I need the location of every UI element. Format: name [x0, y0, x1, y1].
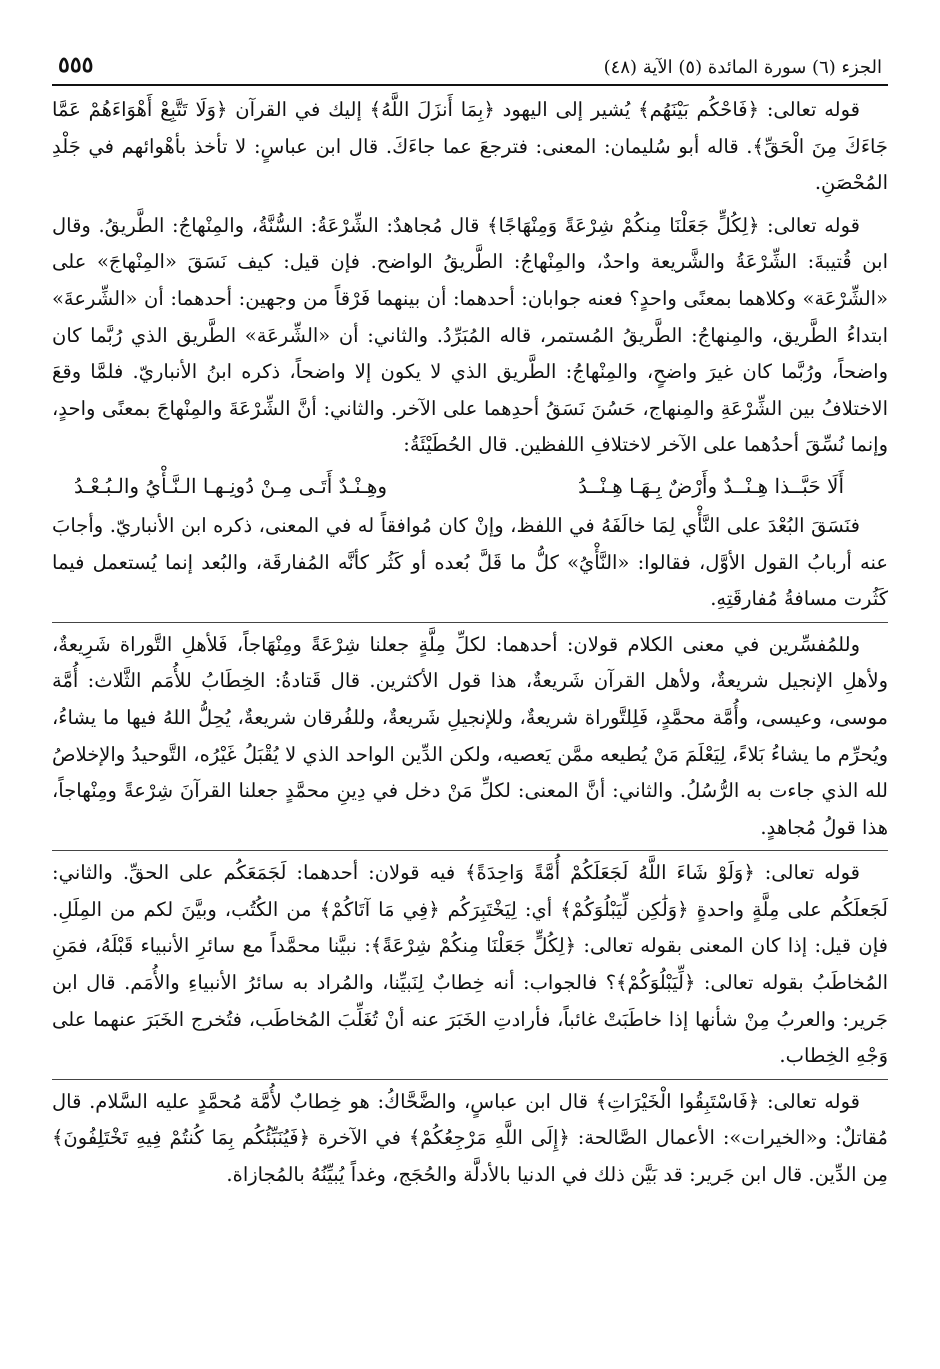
section-divider: [52, 1079, 888, 1080]
page-header: [52, 38, 888, 86]
section-divider: [52, 622, 888, 623]
paragraph-1: قوله تعالى: ﴿فَاحْكُم بَيْنَهُم﴾ يُشير إلى اليهود ﴿بِمَا أَنزَلَ اللَّهُ﴾ إليك في القرآن ﴿وَلَا تَتَّبِعْ أَهْوَاءَهُمْ عَمَّا جَاءَكَ مِنَ الْحَقِّ﴾. قاله أبو سُليمان: المعنى: فترجعَ عما جاءَكَ. قال ابن عباسٍ: لا تأخذ بأهْوائهم في جَلْدِ المُحْصَنِ.: [52, 98, 888, 195]
poem-hemistich-1: أَلَا حَبَّــذا هِـنْــدٌ وأَرْضٌ بِـهَـا هِـنْــدُ: [578, 473, 844, 498]
paragraph-2: قوله تعالى: ﴿لِكُلٍّ جَعَلْنَا مِنكُمْ شِرْعَةً وَمِنْهَاجًا﴾ قال مُجاهدٌ: الشِّرْعَةُ: السُّنَّةُ، والمِنْهاجُ: الطَّريقُ. وقال ابن قُتيبةَ: الشِّرْعَةُ والشَّريعة واحدٌ، والمِنْهاجُ: الطَّريقُ الواضح. فإن قيل: كيف نَسَقَ «المِنْهاجَ» على «الشِّرْعَة» وكلاهما بمعنًى واحدٍ؟ فعنه جوابان: أحدهما: أن بينهما فَرْقاً من وجهين: أحدهما: أن «الشِّرعةَ» ابتداءُ الطَّريق، والمِنهاجُ: الطَّريقُ المُستمر، قاله المُبَرِّدُ. والثاني: أن «الشِّرعَة» الطَّريق الذي رُبَّما كان واضحاً، ورُبَّما كان غيرَ واضحٍ، والمِنْهاجُ: الطَّريق الذي لا يكون إلا واضحاً، ذكره ابنُ الأنباريّ. فلمَّا وقعَ الاختلافُ بين الشِّرْعَةِ والمِنهاج، حَسُنَ نَسَقُ أحدِهما على الآخر. والثاني: أنَّ الشِّرْعَةَ والمِنْهاجَ بمعنًى واحدٍ، وإنما نُسِّقَ أحدُهما على الآخر لاختلافِ اللفظين. قال الحُطَيْئَةُ:: [52, 213, 888, 457]
page-number: ٥٥٥: [58, 52, 94, 78]
page-body: [52, 92, 888, 1194]
paragraph-5: قوله تعالى: ﴿وَلَوْ شَاءَ اللَّهُ لَجَعَلَكُمْ أُمَّةً وَاحِدَةً﴾ فيه قولان: أحدهما: لَجَمَعَكُم على الحقِّ. والثاني: لَجَعلَكُم على مِلَّةٍ واحدةٍ ﴿وَلَٰكِن لِّيَبْلُوَكُمْ﴾ أي: لِيَخْتَبِرَكُم ﴿فِي مَا آتَاكُمْ﴾ من الكُتُب، وبيَّنَ لكم من المِلَلِ. فإن قيل: إذا كان المعنى بقوله تعالى: ﴿لِكُلٍّ جَعَلْنَا مِنكُمْ شِرْعَةً﴾: نبيَّنا محمَّداً مع سائرِ الأنبياء قَبْلَهُ، فمَنِ المُخاطَبُ بقوله تعالى: ﴿لِّيَبْلُوَكُمْ﴾؟ فالجواب: أنه خِطابٌ لِنَبيِّنا، والمُراد به سائرُ الأنبياءِ والأُمَم. قال ابن جَرير: والعربُ مِنْ شأنها إذا خاطَبَتْ غائباً، فأرادتِ الخَبَرَ عنه أنْ تُغَلِّبَ المُخاطَب، فتُخرج الخَبَرَ عنهما على وَجْهِ الخِطاب.: [52, 861, 888, 1068]
running-title: الجزء (٦) سورة المائدة (٥) الآية (٤٨): [603, 57, 882, 78]
section-divider: [52, 850, 888, 851]
poem-verse: [52, 464, 888, 508]
paragraph-6: قوله تعالى: ﴿فَاسْتَبِقُوا الْخَيْرَاتِ﴾ قال ابن عباسٍ، والضَّحَّاكُ: هو خِطابٌ لأُمَّة مُحمَّدٍ عليه السَّلام. قال مُقاتلٌ: و«الخيرات»: الأعمال الصَّالحة: ﴿إِلَى اللَّهِ مَرْجِعُكُمْ﴾ في الآخرة ﴿فَيُنَبِّئُكُم بِمَا كُنتُمْ فِيهِ تَخْتَلِفُونَ﴾ مِن الدِّين. قال ابن جَرير: قد بَيَّن ذلك في الدنيا بالأدلَّة والحُجَج، وغداً يُبيِّنُهُ بالمُجازاة.: [52, 1089, 888, 1187]
paragraph-3: فنَسَقَ البُعْدَ على النَّأْي لِمَا خالَفَهُ في اللفظ، وإنْ كان مُوافقاً له في المعنى، ذكره ابن الأنباريّ. وأجابَ عنه أربابُ القول الأوَّل، فقالوا: «النَّأْيُ» كلُّ ما قَلَّ بُعده أو كَثُر كأنَّه المُفارقَة، والبُعد إنما يُستعمل فيما كَثُرت مسافةُ مُفارقَتِهِ.: [52, 513, 888, 611]
paragraph-4: وللمُفسِّرين في معنى الكلام قولان: أحدهما: لكلِّ مِلَّةٍ جعلنا شِرْعَةً ومِنْهَاجاً، فَلأهلِ التَّوراة شَرِيعةٌ، ولأهلِ الإنجيل شريعةٌ، ولأهل القرآن شَريعةٌ، هذا قول الأكثرين. قال قَتادةُ: الخِطَابُ للأُمَم الثَّلاث: أُمَّة موسى، وعيسى، وأُمَّة محمَّدٍ، فَلِلتَّوراة شريعةٌ، وللإنجيلِ شَريعةٌ، وللفُرقان شريعةٌ، يُحِلُّ اللهُ فيها ما يشاءُ، ويُحرِّم ما يشاءُ بَلاءً، لِيَعْلَمَ مَنْ يُطيعه ممَّن يَعصيه، ولكن الدِّين الواحد الذي لا يُقْبَلُ غَيْرُه، التَّوحيدُ والإخلاصُ لله الذي جاءت به الرُّسُلُ. والثاني: أنَّ المعنى: لكلِّ مَنْ دخل في دِينِ محمَّدٍ جعلنا القرآنَ شِرْعةً ومِنْهاجاً، هذا قولُ مُجاهدٍ.: [52, 632, 888, 839]
poem-hemistich-2: وهِـنْـدٌ أَتَـى مِـنْ دُونِـهـا الـنَّـأْيُ والـبُـعْـدُ: [74, 473, 388, 498]
